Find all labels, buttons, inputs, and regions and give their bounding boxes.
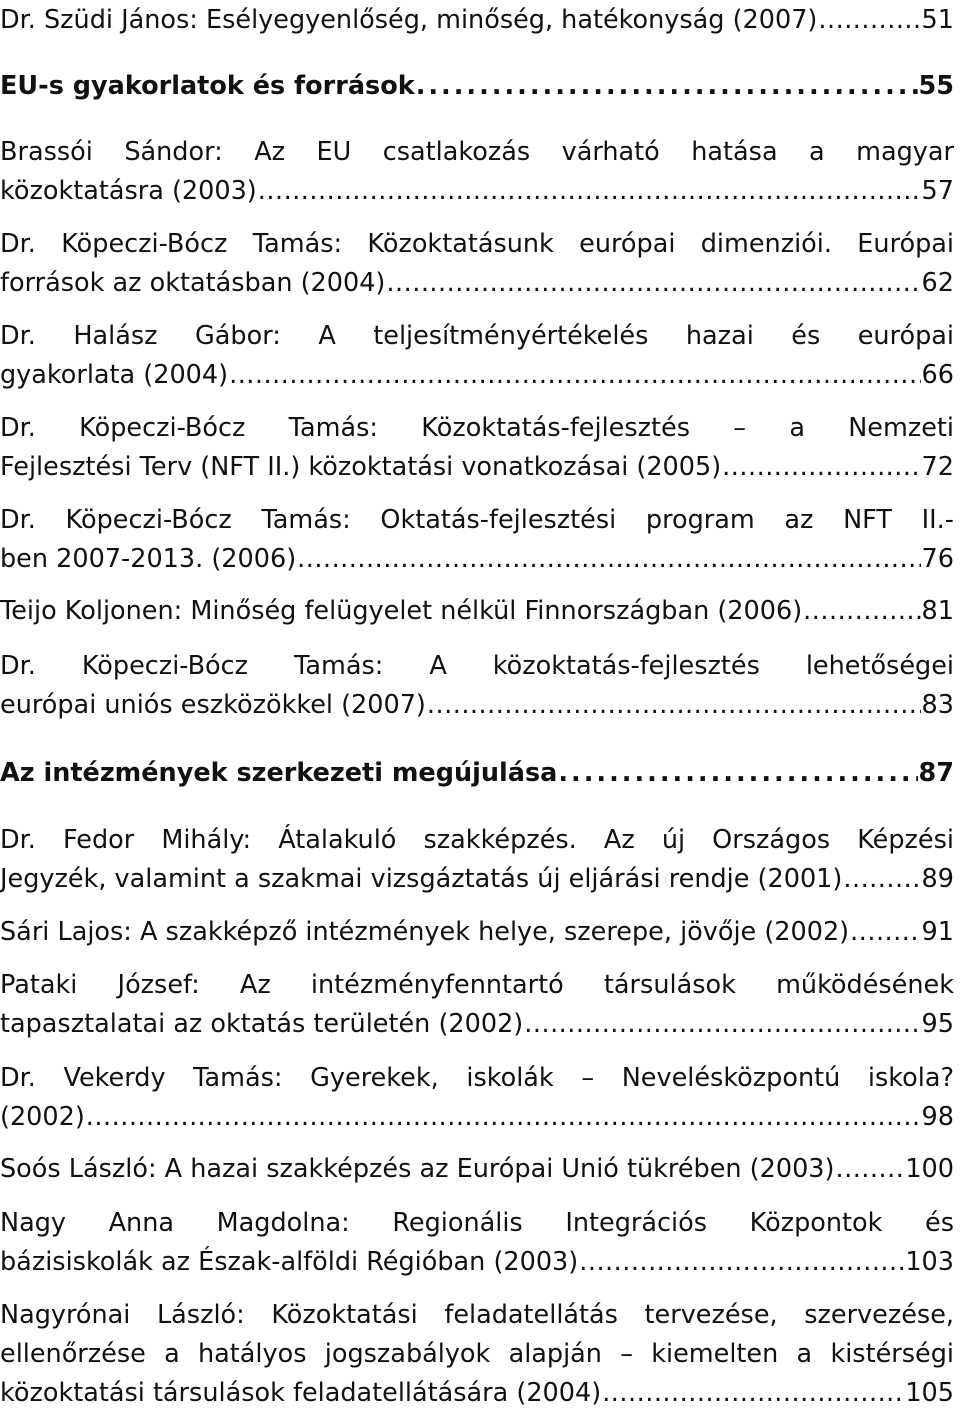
dot-leader [416, 67, 918, 106]
toc-entry-title: Teijo Koljonen: Minőség felügyelet nélkül Finnországban (2006) [0, 596, 803, 626]
toc-entry[interactable] [0, 1, 954, 40]
toc-entry[interactable] [0, 133, 954, 211]
dot-leader [297, 540, 920, 579]
toc-entry[interactable] [0, 501, 954, 579]
toc-entry-title-line: Dr. Halász Gábor: A teljesítményértékelés hazai és európai [0, 321, 954, 351]
toc-entry-title: gyakorlata (2004) [0, 360, 229, 390]
toc-entry-title: Sári Lajos: A szakképző intézmények helye, szerepe, jövője (2002) [0, 917, 850, 947]
toc-page-number: 72 [921, 452, 954, 482]
toc-entry[interactable] [0, 821, 954, 899]
toc-entry-title: bázisiskolák az Észak-alföldi Régióban (2003) [0, 1247, 579, 1277]
toc-entry-title-line: Dr. Fedor Mihály: Átalakuló szakképzés. Az új Országos Képzési [0, 825, 954, 855]
toc-entry-title-line: Dr. Vekerdy Tamás: Gyerekek, iskolák – Nevelésközpontú iskola? [0, 1063, 954, 1093]
toc-entry[interactable] [0, 317, 954, 395]
toc-entry-title-line: Brassói Sándor: Az EU csatlakozás várható hatása a magyar [0, 137, 954, 167]
toc-entry-title-line: Nagy Anna Magdolna: Regionális Integrációs Központok és [0, 1208, 954, 1238]
toc-entry-title: Jegyzék, valamint a szakmai vizsgáztatás új eljárási rendje (2001) [0, 864, 843, 894]
toc-entry-title: Soós László: A hazai szakképzés az Európai Unió tükrében (2003) [0, 1154, 835, 1184]
toc-page-number: 81 [921, 596, 954, 626]
toc-entry-title: európai uniós eszközökkel (2007) [0, 690, 426, 720]
toc-entry[interactable] [0, 1204, 954, 1282]
toc-entry-title-line: ellenőrzése a hatályos jogszabályok alapján – kiemelten a kistérségi [0, 1339, 954, 1369]
toc-entry-title-line: Dr. Köpeczi-Bócz Tamás: Oktatás-fejlesztési program az NFT II.- [0, 505, 954, 535]
dot-leader [86, 1098, 921, 1137]
dot-leader [386, 264, 920, 303]
toc-heading-title: Az intézmények szerkezeti megújulása [0, 758, 558, 788]
toc-page-number: 91 [921, 917, 954, 947]
dot-leader [602, 1374, 904, 1413]
toc-page-number: 103 [905, 1247, 954, 1277]
dot-leader [818, 1, 920, 40]
toc-entry[interactable] [0, 1296, 954, 1413]
toc-page-number: 87 [918, 758, 954, 788]
toc-page-number: 83 [921, 690, 954, 720]
dot-leader [835, 1150, 904, 1189]
toc-page-number: 76 [921, 544, 954, 574]
dot-leader [558, 754, 917, 793]
dot-leader [579, 1243, 904, 1282]
toc-section-heading[interactable] [0, 754, 954, 793]
toc-entry-title: Fejlesztési Terv (NFT II.) közoktatási vonatkozásai (2005) [0, 452, 722, 482]
toc-page-number: 62 [921, 268, 954, 298]
toc-entry[interactable] [0, 647, 954, 725]
toc-page-number: 100 [905, 1154, 954, 1184]
toc-entry[interactable] [0, 225, 954, 303]
toc-page-number: 89 [921, 864, 954, 894]
toc-entry[interactable] [0, 913, 954, 952]
toc-entry-title-line: Dr. Köpeczi-Bócz Tamás: A közoktatás-fejlesztés lehetőségei [0, 651, 954, 681]
toc-entry[interactable] [0, 592, 954, 631]
toc-entry-title-line: Dr. Köpeczi-Bócz Tamás: Közoktatás-fejlesztés – a Nemzeti [0, 413, 954, 443]
toc-entry-title: források az oktatásban (2004) [0, 268, 386, 298]
toc-page-number: 51 [921, 5, 954, 35]
toc-entry-title-line: Dr. Köpeczi-Bócz Tamás: Közoktatásunk európai dimenziói. Európai [0, 229, 954, 259]
toc-entry[interactable] [0, 966, 954, 1044]
toc-entry-title: ben 2007-2013. (2006) [0, 544, 297, 574]
dot-leader [850, 913, 920, 952]
toc-entry-title-line: Pataki József: Az intézményfenntartó társulások működésének [0, 970, 954, 1000]
toc-page-number: 98 [921, 1102, 954, 1132]
toc-page-number: 95 [921, 1009, 954, 1039]
toc-entry-title: Dr. Szüdi János: Esélyegyenlőség, minőség, hatékonyság (2007) [0, 5, 818, 35]
dot-leader [843, 860, 920, 899]
toc-entry-title: (2002) [0, 1102, 85, 1132]
dot-leader [524, 1005, 920, 1044]
toc-entry[interactable] [0, 1059, 954, 1137]
toc-entry[interactable] [0, 409, 954, 487]
toc-page-number: 57 [921, 176, 954, 206]
toc-entry-title: tapasztalatai az oktatás területén (2002) [0, 1009, 524, 1039]
toc-entry-title: közoktatási társulások feladatellátására (2004) [0, 1378, 602, 1408]
dot-leader [229, 356, 920, 395]
dot-leader [258, 172, 921, 211]
toc-section-heading[interactable] [0, 67, 954, 106]
toc-entry-title: közoktatásra (2003) [0, 176, 257, 206]
toc-heading-title: EU-s gyakorlatok és források [0, 71, 415, 101]
dot-leader [722, 448, 920, 487]
dot-leader [427, 686, 921, 725]
toc-entry[interactable] [0, 1150, 954, 1189]
toc-page-number: 66 [921, 360, 954, 390]
toc-page-number: 105 [905, 1378, 954, 1408]
toc-entry-title-line: Nagyrónai László: Közoktatási feladatellátás tervezése, szervezése, [0, 1300, 954, 1330]
dot-leader [803, 592, 920, 631]
toc-page-number: 55 [918, 71, 954, 101]
